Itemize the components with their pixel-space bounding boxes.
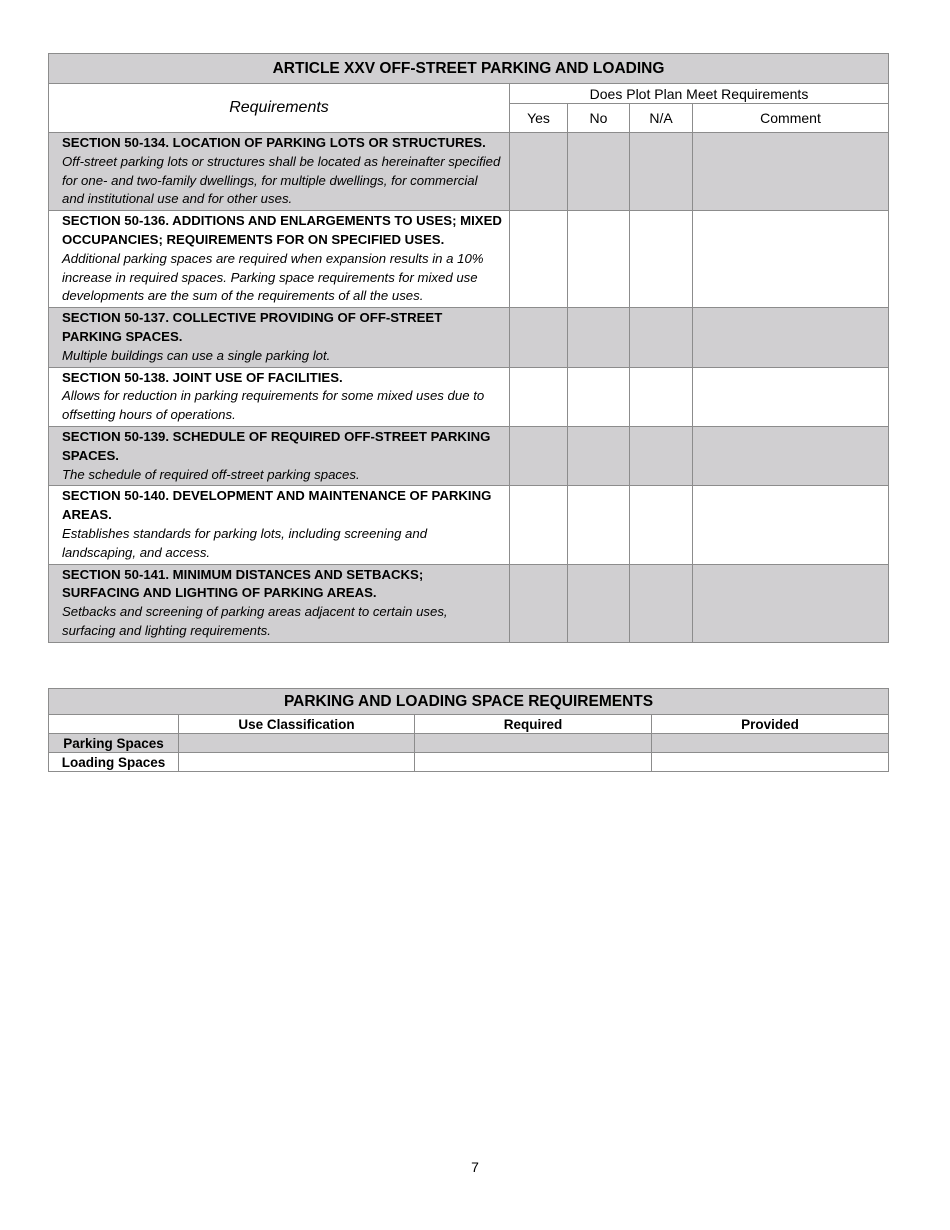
- parking-spaces-label: Parking Spaces: [49, 734, 179, 753]
- use-classification-header: Use Classification: [179, 715, 415, 734]
- no-cell[interactable]: [568, 133, 630, 211]
- section-row-50-139: [49, 426, 889, 485]
- section-title: SECTION 50-138. JOINT USE OF FACILITIES.: [62, 369, 343, 385]
- section-row-50-141: [49, 564, 889, 642]
- required-header: Required: [415, 715, 652, 734]
- comment-cell[interactable]: [693, 367, 889, 426]
- parking-loading-table: [48, 688, 889, 772]
- yes-cell[interactable]: [510, 486, 568, 564]
- section-row-50-137: [49, 308, 889, 367]
- parking-spaces-row: [49, 734, 889, 753]
- provided-cell[interactable]: [652, 753, 889, 772]
- section-cell: [49, 308, 510, 367]
- required-cell[interactable]: [415, 734, 652, 753]
- provided-cell[interactable]: [652, 734, 889, 753]
- section-description: Setbacks and screening of parking areas adjacent to certain uses, surfacing and lighting requirements.: [62, 604, 448, 638]
- section-title: SECTION 50-139. SCHEDULE OF REQUIRED OFF-STREET PARKING SPACES.: [62, 428, 491, 463]
- section-description: Allows for reduction in parking requirements for some mixed uses due to offsetting hours of operations.: [62, 388, 485, 423]
- use-classification-cell[interactable]: [179, 753, 415, 772]
- section-title: SECTION 50-140. DEVELOPMENT AND MAINTENANCE OF PARKING AREAS.: [62, 488, 492, 523]
- requirements-table: [48, 53, 889, 643]
- section-description: Off-street parking lots or structures shall be located as hereinafter specified for one- and two-family dwellings, for multiple dwellings, for commercial and institutional use and for other uses.: [62, 153, 501, 207]
- na-cell[interactable]: [630, 133, 693, 211]
- yes-cell[interactable]: [510, 211, 568, 308]
- section-row-50-136: [49, 211, 889, 308]
- section-cell: [49, 211, 510, 308]
- section-row-50-140: [49, 486, 889, 564]
- no-cell[interactable]: [568, 367, 630, 426]
- na-cell[interactable]: [630, 367, 693, 426]
- na-cell[interactable]: [630, 308, 693, 367]
- yes-cell[interactable]: [510, 564, 568, 642]
- yes-column-header: Yes: [510, 104, 568, 133]
- na-cell[interactable]: [630, 426, 693, 485]
- section-description: Multiple buildings can use a single parking lot.: [62, 347, 331, 363]
- section-title: SECTION 50-134. LOCATION OF PARKING LOTS OR STRUCTURES.: [62, 135, 486, 150]
- comment-cell[interactable]: [693, 308, 889, 367]
- use-classification-cell[interactable]: [179, 734, 415, 753]
- section-cell: [49, 426, 510, 485]
- empty-header-cell: [49, 715, 179, 734]
- page-number: 7: [471, 1159, 479, 1175]
- section-description: Additional parking spaces are required when expansion results in a 10% increase in required spaces. Parking space requirements for mixed use developments are the sum of the requirements of all the uses.: [62, 250, 484, 304]
- na-column-header: N/A: [630, 104, 693, 133]
- parking-table-title: PARKING AND LOADING SPACE REQUIREMENTS: [49, 689, 889, 715]
- yes-cell[interactable]: [510, 133, 568, 211]
- no-column-header: No: [568, 104, 630, 133]
- no-cell[interactable]: [568, 426, 630, 485]
- no-cell[interactable]: [568, 211, 630, 308]
- loading-spaces-label: Loading Spaces: [49, 753, 179, 772]
- meets-requirements-header: Does Plot Plan Meet Requirements: [510, 84, 889, 104]
- na-cell[interactable]: [630, 486, 693, 564]
- na-cell[interactable]: [630, 211, 693, 308]
- section-cell: [49, 564, 510, 642]
- no-cell[interactable]: [568, 308, 630, 367]
- comment-column-header: Comment: [693, 104, 889, 133]
- provided-header: Provided: [652, 715, 889, 734]
- section-title: SECTION 50-141. MINIMUM DISTANCES AND SETBACKS; SURFACING AND LIGHTING OF PARKING AREAS.: [62, 566, 424, 601]
- section-description: The schedule of required off-street parking spaces.: [62, 466, 360, 482]
- required-cell[interactable]: [415, 753, 652, 772]
- na-cell[interactable]: [630, 564, 693, 642]
- comment-cell[interactable]: [693, 133, 889, 211]
- section-cell: [49, 133, 510, 211]
- section-description: Establishes standards for parking lots, including screening and landscaping, and access.: [62, 525, 428, 560]
- section-cell: [49, 486, 510, 564]
- no-cell[interactable]: [568, 486, 630, 564]
- comment-cell[interactable]: [693, 486, 889, 564]
- comment-cell[interactable]: [693, 211, 889, 308]
- no-cell[interactable]: [568, 564, 630, 642]
- requirements-header: Requirements: [49, 84, 510, 133]
- section-title: SECTION 50-137. COLLECTIVE PROVIDING OF OFF-STREET PARKING SPACES.: [62, 310, 443, 344]
- yes-cell[interactable]: [510, 426, 568, 485]
- loading-spaces-row: [49, 753, 889, 772]
- requirements-table-title: ARTICLE XXV OFF-STREET PARKING AND LOADING: [49, 54, 889, 84]
- comment-cell[interactable]: [693, 426, 889, 485]
- yes-cell[interactable]: [510, 308, 568, 367]
- section-row-50-134: [49, 133, 889, 211]
- section-row-50-138: [49, 367, 889, 426]
- comment-cell[interactable]: [693, 564, 889, 642]
- section-cell: [49, 367, 510, 426]
- yes-cell[interactable]: [510, 367, 568, 426]
- section-title: SECTION 50-136. ADDITIONS AND ENLARGEMENTS TO USES; MIXED OCCUPANCIES; REQUIREMENTS FOR ON SPECIFIED USES.: [62, 213, 502, 247]
